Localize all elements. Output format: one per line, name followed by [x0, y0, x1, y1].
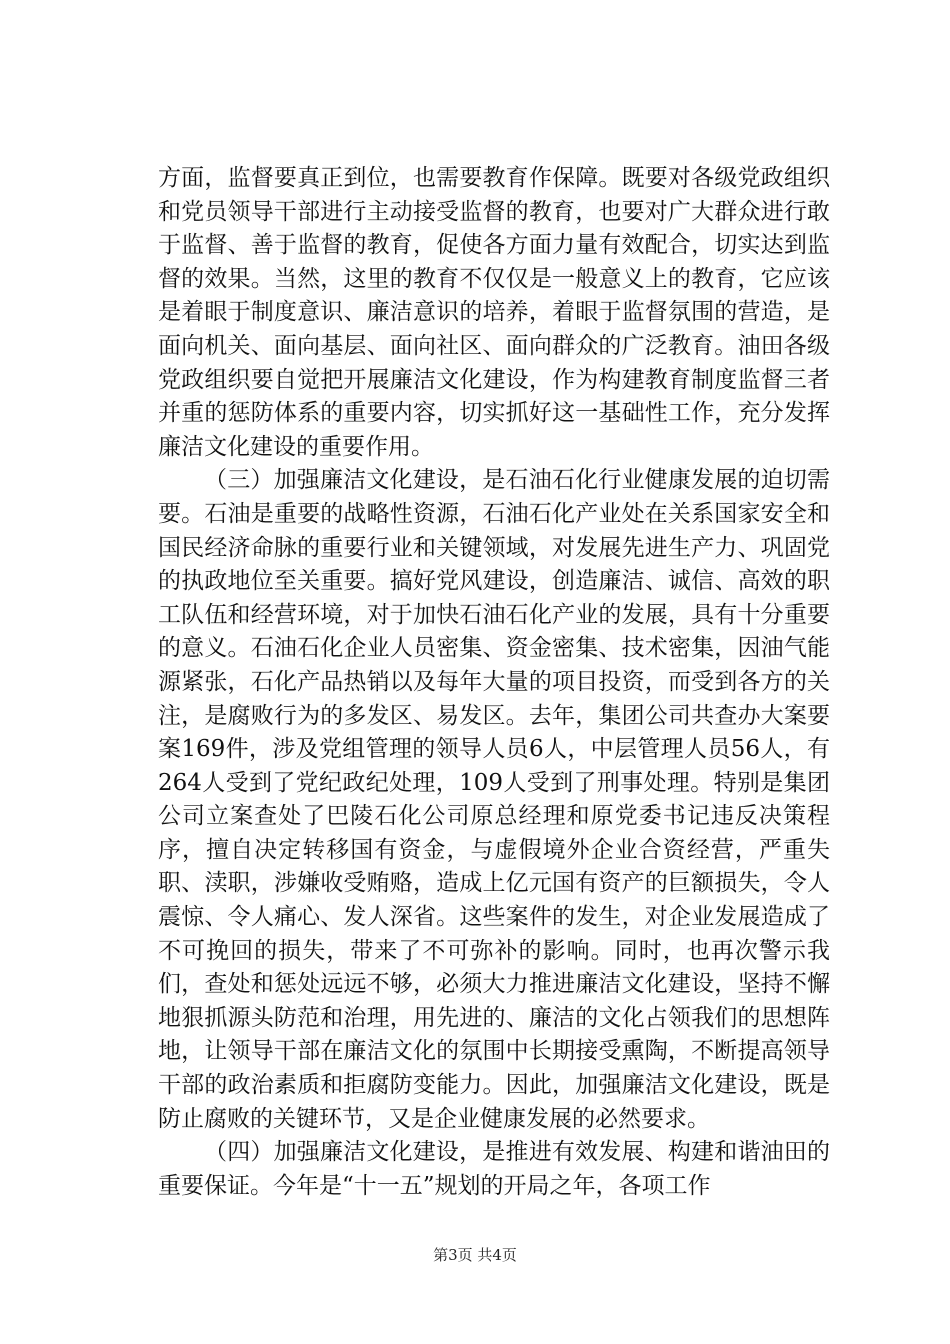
page-number-footer: 第3页 共4页	[433, 1246, 517, 1264]
document-body	[158, 162, 830, 1203]
paragraph-2: （三）加强廉洁文化建设，是石油石化行业健康发展的迫切需要。石油是重要的战略性资源，石油石化产业处在关系国家安全和国民经济命脉的重要行业和关键领域，对发展先进生产力、巩固党的执政地位至关重要。搞好党风建设，创造廉洁、诚信、高效的职工队伍和经营环境，对于加快石油石化产业的发展，具有十分重要的意义。石油石化企业人员密集、资金密集、技术密集，因油气能源紧张，石化产品热销以及每年大量的项目投资，而受到各方的关注，是腐败行为的多发区、易发区。去年，集团公司共查办大案要案169件，涉及党组管理的领导人员6人，中层管理人员56人，有264人受到了党纪政纪处理，109人受到了刑事处理。特别是集团公司立案查处了巴陵石化公司原总经理和原党委书记违反决策程序，擅自决定转移国有资金，与虚假境外企业合资经营，严重失职、渎职，涉嫌收受贿赂，造成上亿元国有资产的巨额损失，令人震惊、令人痛心、发人深省。这些案件的发生，对企业发展造成了不可挽回的损失，带来了不可弥补的影响。同时，也再次警示我们，查处和惩处远远不够，必须大力推进廉洁文化建设，坚持不懈地狠抓源头防范和治理，用先进的、廉洁的文化占领我们的思想阵地，让领导干部在廉洁文化的氛围中长期接受熏陶，不断提高领导干部的政治素质和拒腐防变能力。因此，加强廉洁文化建设，既是防止腐败的关键环节，又是企业健康发展的必然要求。	[158, 467, 830, 1132]
paragraph-3: （四）加强廉洁文化建设，是推进有效发展、构建和谐油田的重要保证。今年是“十一五”规划的开局之年，各项工作	[158, 1139, 830, 1199]
paragraph-1: 方面，监督要真正到位，也需要教育作保障。既要对各级党政组织和党员领导干部进行主动接受监督的教育，也要对广大群众进行敢于监督、善于监督的教育，促使各方面力量有效配合，切实达到监督的效果。当然，这里的教育不仅仅是一般意义上的教育，它应该是着眼于制度意识、廉洁意识的培养，着眼于监督氛围的营造，是面向机关、面向基层、面向社区、面向群众的广泛教育。油田各级党政组织要自觉把开展廉洁文化建设，作为构建教育制度监督三者并重的惩防体系的重要内容，切实抓好这一基础性工作，充分发挥廉洁文化建设的重要作用。	[158, 165, 830, 460]
